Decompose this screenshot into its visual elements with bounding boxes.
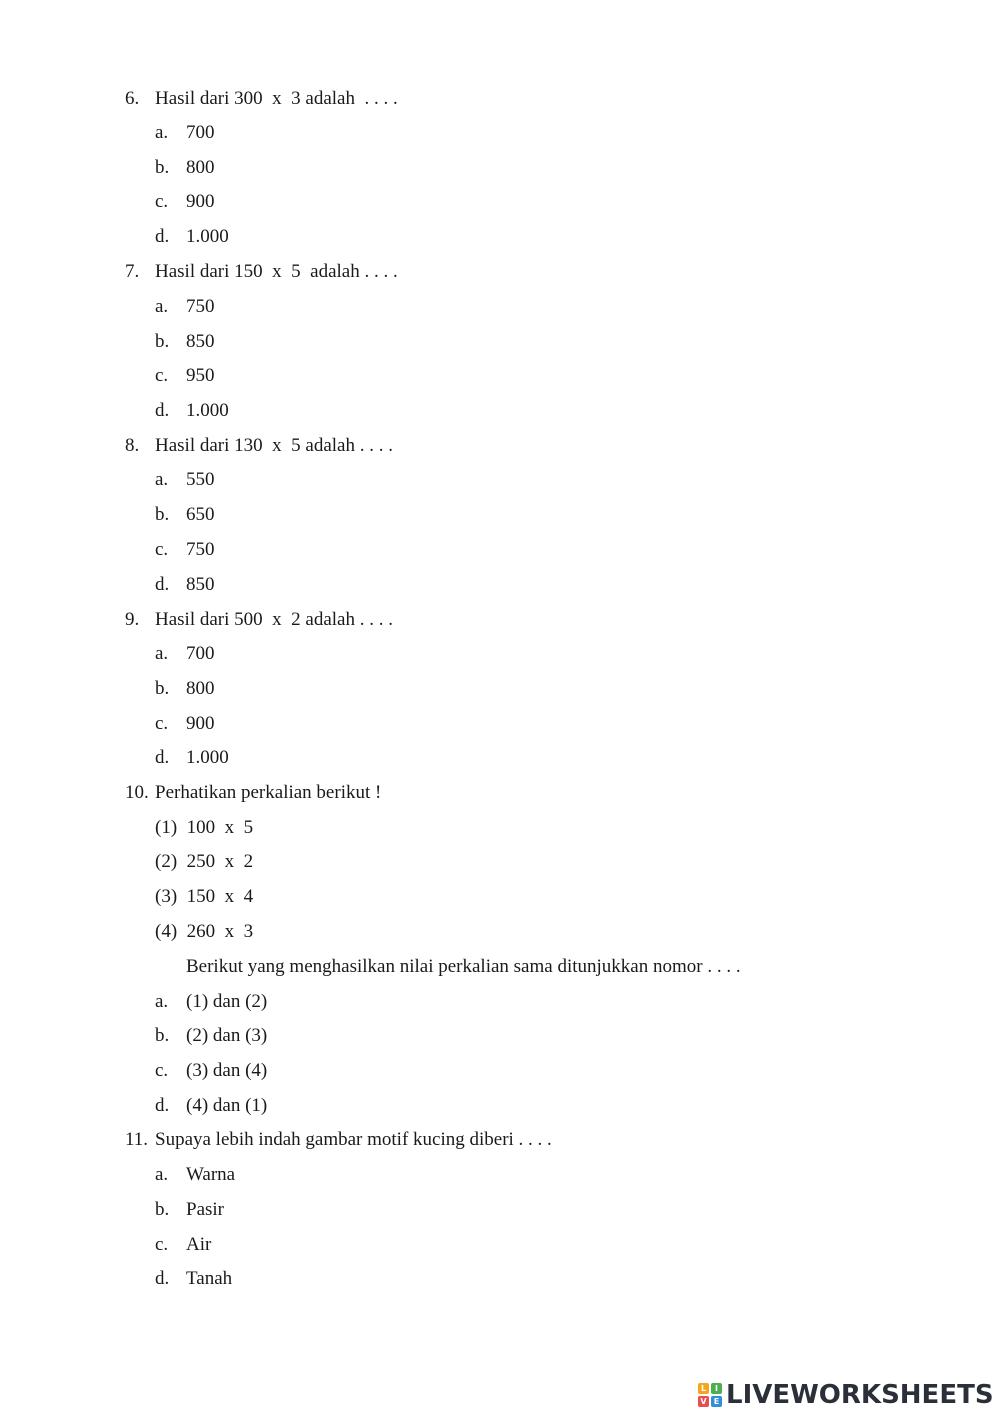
option-d[interactable]: 1.000 — [186, 747, 229, 768]
option-a[interactable]: (1) dan (2) — [186, 991, 268, 1012]
option-c[interactable]: 900 — [186, 191, 215, 212]
option-d[interactable]: 1.000 — [186, 400, 229, 421]
option-letter: c. — [155, 1060, 169, 1081]
statement-1: (1) 100 x 5 — [155, 817, 254, 838]
logo-tile-icon: I — [711, 1383, 722, 1394]
option-d[interactable]: (4) dan (1) — [186, 1095, 268, 1116]
question-text: Hasil dari 500 x 2 adalah . . . . — [155, 609, 393, 630]
question-instruction: Berikut yang menghasilkan nilai perkalian sama ditunjukkan nomor . . . . — [186, 956, 741, 977]
option-a[interactable]: 700 — [186, 122, 215, 143]
option-c[interactable]: 950 — [186, 365, 215, 386]
option-a[interactable]: 750 — [186, 296, 215, 317]
question-text: Supaya lebih indah gambar motif kucing diberi . . . . — [155, 1129, 552, 1150]
brand-name: LIVEWORKSHEETS — [726, 1380, 994, 1410]
option-c[interactable]: (3) dan (4) — [186, 1060, 268, 1081]
option-letter: c. — [155, 539, 169, 560]
option-c[interactable]: 900 — [186, 713, 215, 734]
option-letter: c. — [155, 713, 169, 734]
question-number: 7. — [125, 261, 140, 282]
option-letter: a. — [155, 469, 169, 490]
option-letter: d. — [155, 747, 170, 768]
option-letter: c. — [155, 1234, 169, 1255]
option-letter: d. — [155, 574, 170, 595]
statement-4: (4) 260 x 3 — [155, 921, 254, 942]
option-letter: b. — [155, 157, 170, 178]
question-text: Perhatikan perkalian berikut ! — [155, 782, 382, 803]
option-letter: b. — [155, 678, 170, 699]
question-text: Hasil dari 150 x 5 adalah . . . . — [155, 261, 398, 282]
liveworksheets-logo[interactable] — [698, 1380, 994, 1410]
option-letter: a. — [155, 122, 169, 143]
question-number: 10. — [125, 782, 149, 803]
statement-2: (2) 250 x 2 — [155, 851, 254, 872]
option-letter: a. — [155, 1164, 169, 1185]
option-letter: c. — [155, 365, 169, 386]
option-b[interactable]: (2) dan (3) — [186, 1025, 268, 1046]
option-letter: b. — [155, 331, 170, 352]
option-b[interactable]: 850 — [186, 331, 215, 352]
question-text: Hasil dari 300 x 3 adalah . . . . — [155, 88, 398, 109]
option-letter: a. — [155, 296, 169, 317]
option-d[interactable]: Tanah — [186, 1268, 233, 1289]
option-letter: b. — [155, 504, 170, 525]
option-a[interactable]: Warna — [186, 1164, 236, 1185]
option-letter: d. — [155, 400, 170, 421]
question-number: 11. — [125, 1129, 149, 1150]
logo-tile-icon: V — [698, 1396, 709, 1407]
logo-tile-icon: E — [711, 1396, 722, 1407]
option-letter: d. — [155, 1095, 170, 1116]
option-letter: a. — [155, 643, 169, 664]
question-number: 8. — [125, 435, 140, 456]
liveworksheets-icon — [698, 1383, 722, 1407]
question-number: 6. — [125, 88, 140, 109]
option-c[interactable]: Air — [186, 1234, 212, 1255]
option-letter: d. — [155, 226, 170, 247]
option-b[interactable]: 800 — [186, 157, 215, 178]
option-letter: d. — [155, 1268, 170, 1289]
option-c[interactable]: 750 — [186, 539, 215, 560]
option-b[interactable]: 800 — [186, 678, 215, 699]
option-d[interactable]: 1.000 — [186, 226, 229, 247]
option-letter: a. — [155, 991, 169, 1012]
option-letter: c. — [155, 191, 169, 212]
option-d[interactable]: 850 — [186, 574, 215, 595]
option-b[interactable]: Pasir — [186, 1199, 224, 1220]
option-a[interactable]: 550 — [186, 469, 215, 490]
option-letter: b. — [155, 1025, 170, 1046]
logo-tile-icon: L — [698, 1383, 709, 1394]
option-b[interactable]: 650 — [186, 504, 215, 525]
statement-3: (3) 150 x 4 — [155, 886, 254, 907]
option-a[interactable]: 700 — [186, 643, 215, 664]
question-number: 9. — [125, 609, 140, 630]
option-letter: b. — [155, 1199, 170, 1220]
question-text: Hasil dari 130 x 5 adalah . . . . — [155, 435, 393, 456]
